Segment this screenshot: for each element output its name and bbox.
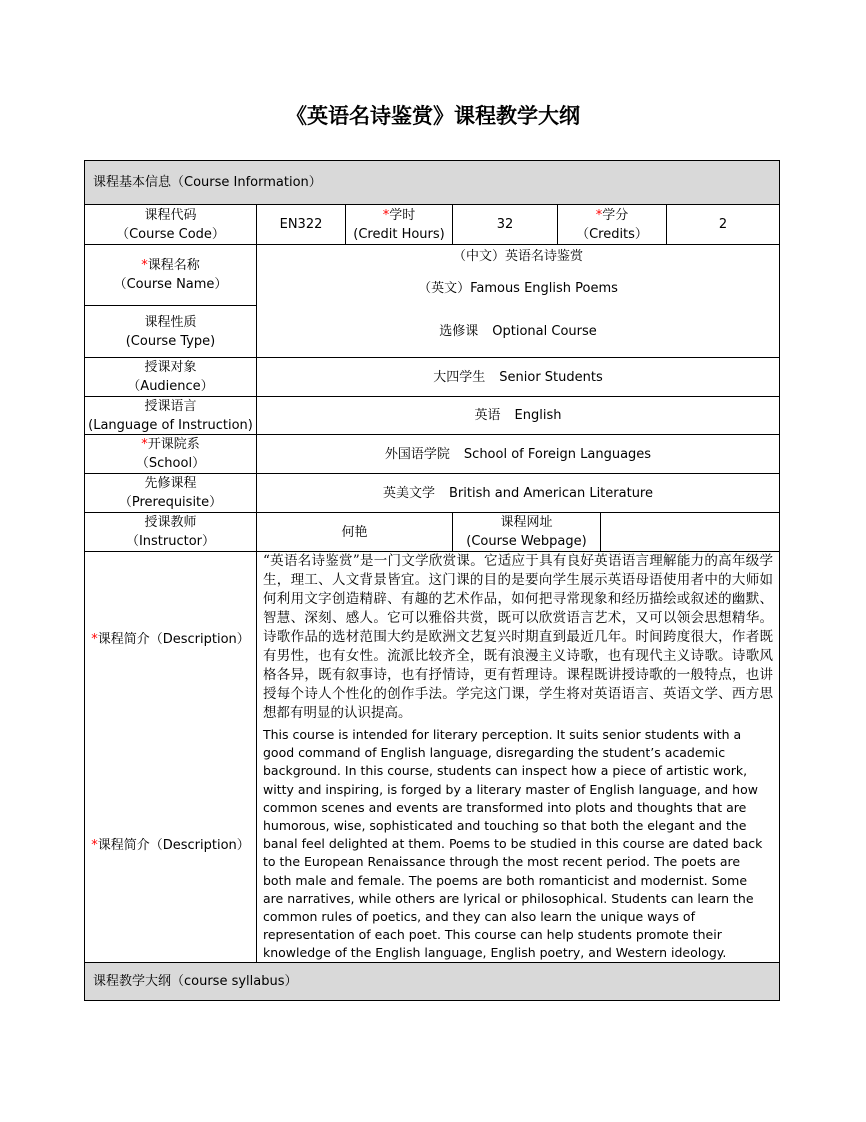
school-label: *开课院系 （School） xyxy=(135,437,206,471)
column-divider xyxy=(557,205,558,244)
instructor-label: 授课教师 （Instructor） xyxy=(125,515,216,549)
section-header-syllabus: 课程教学大纲（course syllabus） xyxy=(85,963,779,1000)
description-cn-label: *课程简介（Description） xyxy=(91,631,250,647)
language-label: 授课语言 (Language of Instruction) xyxy=(88,398,253,433)
description-cn-text: “英语名诗鉴赏”是一门文学欣赏课。它适应于具有良好英语语言理解能力的高年级学生，理工、人文背景皆宜。这门课的目的是要向学生展示英语母语使用者中的大师如何利用文字创造精辟、有趣的艺术作品，如何把寻常现象和经历描绘或叙述的幽默、智慧、深刻、感人。它可以雅俗共赏，既可以欣赏语言艺术，又可以领会思想精华。诗歌作品的选材范围大约是欧洲文艺复兴时期直到最近几年。时间跨度很大，作者既有男性，也有女性。流派比较齐全，既有浪漫主义诗歌，也有现代主义诗歌。诗歌风格各异，既有叙事诗，也有抒情诗，更有哲理诗。课程既讲授诗歌的一般特点，也讲授每个诗人个性化的创作手法。学完这门课，学生将对英语语言、英语文学、西方思想都有明显的认识提高。 xyxy=(263,553,773,721)
audience-value: 大四学生 Senior Students xyxy=(433,369,603,385)
row-divider xyxy=(85,473,779,474)
column-divider xyxy=(600,513,601,551)
course-type-label: 课程性质 (Course Type) xyxy=(125,314,216,349)
credits-label: *学分 （Credits） xyxy=(576,207,648,242)
column-divider xyxy=(452,513,453,551)
school-value: 外国语学院 School of Foreign Languages xyxy=(384,446,652,462)
column-divider xyxy=(452,205,453,244)
credit-hours-value: 32 xyxy=(496,217,514,232)
credits-value: 2 xyxy=(718,217,728,232)
column-divider xyxy=(256,205,257,962)
row-divider xyxy=(85,434,779,435)
credit-hours-label: *学时 (Credit Hours) xyxy=(353,207,445,242)
prerequisite-label: 先修课程 （Prerequisite） xyxy=(118,476,223,510)
course-name-label: *课程名称 （Course Name） xyxy=(113,258,228,292)
description-en-text: This course is intended for literary perception. It suits senior students with a good command of English language, disregarding the student’s academic background. In this course, students can inspect how a piece of artistic work, witty and inspiring, is forged by a literary master of English language, and how common scenes and events are transformed into plots and thoughts that are humorous, wise, sophisticated and touching so that both the elegant and the banal feel delighted at them. Poems to be studied in this course are dated back to the European Renaissance through the most recent period. The poets are both male and female. The poems are both romanticist and modernist. Some are narratives, while others are lyrical or philosophical. Students can learn the common rules of poetics, and they can also learn the unique ways of representation of each poet. This course can help students promote their knowledge of the English language, English poetry, and Western ideology. xyxy=(263,727,763,961)
course-type-value: 选修课 Optional Course xyxy=(439,324,597,339)
row-divider xyxy=(85,551,779,552)
section-header-course-info: 课程基本信息（Course Information） xyxy=(85,161,779,204)
course-name-cn: （中文）英语名诗鉴赏 xyxy=(452,248,583,264)
row-divider xyxy=(85,396,779,397)
course-code-value: EN322 xyxy=(279,217,323,232)
instructor-value: 何艳 xyxy=(341,524,368,540)
course-webpage-label: 课程网址 (Course Webpage) xyxy=(466,515,587,549)
row-divider xyxy=(85,305,256,306)
audience-label: 授课对象 （Audience） xyxy=(127,360,214,394)
row-divider xyxy=(85,244,779,245)
course-name-en: （英文）Famous English Poems xyxy=(418,280,618,296)
row-divider xyxy=(85,512,779,513)
page-title: 《英语名诗鉴赏》课程教学大纲 xyxy=(286,103,580,128)
course-info-table xyxy=(84,160,780,1001)
description-en-label: *课程简介（Description） xyxy=(91,837,250,853)
language-value: 英语 English xyxy=(474,408,562,423)
prerequisite-value: 英美文学 British and American Literature xyxy=(383,485,653,501)
row-divider xyxy=(85,204,779,205)
course-code-label: 课程代码 （Course Code） xyxy=(116,207,225,242)
row-divider xyxy=(85,357,779,358)
course-webpage-value xyxy=(601,513,779,551)
row-divider xyxy=(85,962,779,963)
column-divider xyxy=(345,205,346,244)
column-divider xyxy=(666,205,667,244)
